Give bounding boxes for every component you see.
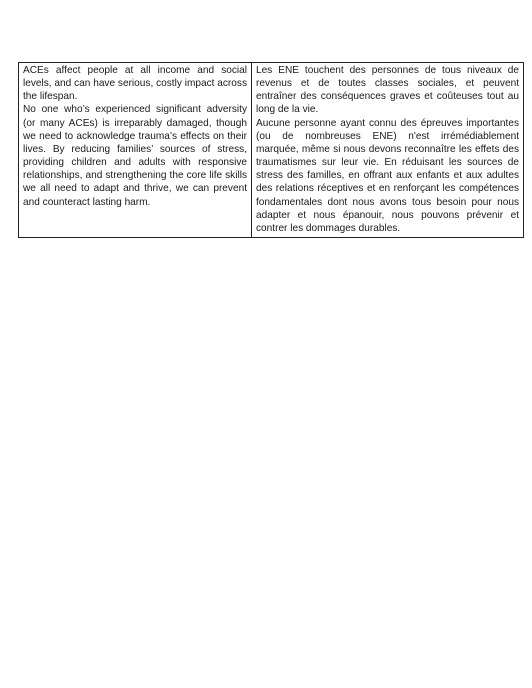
- french-paragraph: Les ENE touchent des personnes de tous niveaux de revenus et de toutes classes sociales, et peuvent entraîner des conséquences graves et coûteuses tout au long de la vie.: [256, 65, 519, 116]
- bilingual-table: [18, 62, 524, 238]
- english-paragraph: No one who’s experienced significant adversity (or many ACEs) is irreparably damaged, though we need to acknowledge trauma’s effects on their lives. By reducing families’ sources of stress, providing children and adults with responsive relationships, and strengthening the core life skills we all need to adapt and thrive, we can prevent and counteract lasting harm.: [23, 104, 247, 208]
- english-paragraph: ACEs affect people at all income and social levels, and can have serious, costly impact across the lifespan.: [23, 65, 247, 103]
- english-cell: [19, 63, 252, 238]
- french-paragraph: Aucune personne ayant connu des épreuves importantes (ou de nombreuses ENE) n'est irrémédiablement marquée, même si nous devons reconnaître les effets des traumatismes sur leur vie. En réduisant les sources de stress des familles, en offrant aux enfants et aux adultes des relations réceptives et en renforçant les compétences fondamentales dont nous avons tous besoin pour nous adapter et nous épanouir, nous pouvons prévenir et contrer les dommages durables.: [256, 117, 519, 234]
- table-row: [19, 63, 524, 238]
- french-cell: [252, 63, 524, 238]
